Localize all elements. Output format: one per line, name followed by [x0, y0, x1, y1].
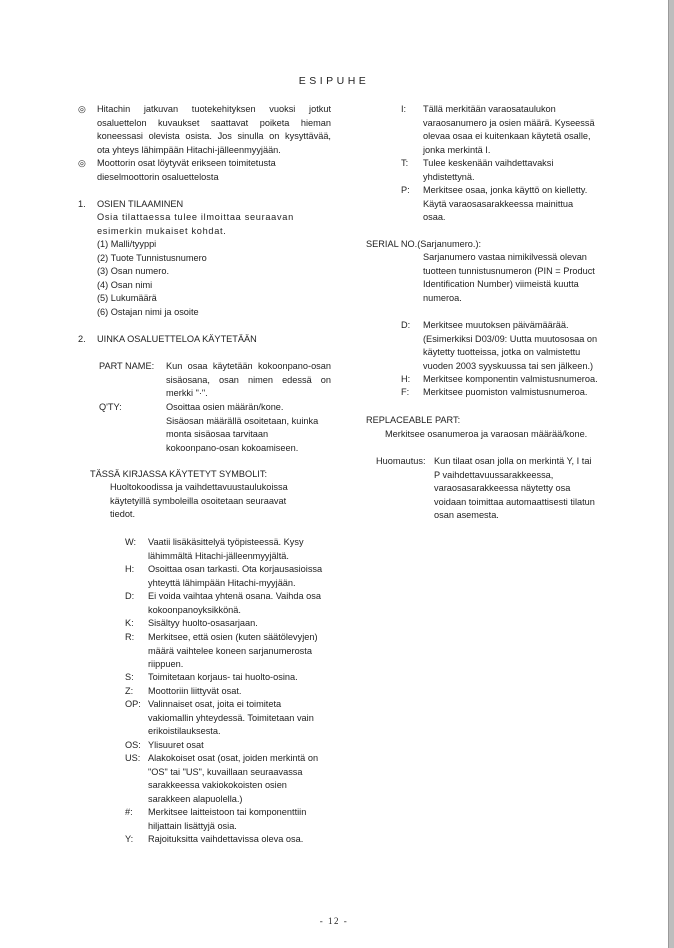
- symbol-description: Toimitetaan korjaus- tai huolto-osina.: [148, 672, 298, 682]
- symbol-description: Tulee keskenään vaihdettavaksi yhdistettynä.: [423, 158, 554, 182]
- note-label: Huomautus:: [376, 456, 426, 466]
- symbol-description: Tällä merkitään varaosataulukon varaosanumero ja osien määrä. Kyseessä olevaa osaa ei kuitenkaan käytetä osalle, jonka merkintä I.: [423, 104, 595, 155]
- list-item: (6) Ostajan nimi ja osoite: [97, 306, 199, 317]
- order-items-list: [97, 238, 207, 319]
- symbol-code: OP:: [125, 699, 141, 709]
- symbol-description: Merkitsee komponentin valmistusnumeroa.: [423, 374, 598, 384]
- symbol-description: Merkitsee laitteistoon tai komponenttiin hiljattain lisättyjä osia.: [148, 807, 307, 831]
- symbol-description: Merkitsee muutoksen päivämäärää. (Esimerkiksi D03/09: Uutta muutososaa on käytetty tuotteissa, jotka on valmistettu vuoden 2003 syyskuussa tai sen jälkeen.): [423, 320, 598, 371]
- replaceable-description: Merkitsee osanumeroa ja varaosan määrää/kone.: [385, 429, 588, 439]
- symbol-description: Valinnaiset osat, joita ei toimiteta vakiomallin yhteydessä. Toimitetaan vain erikoistilauksesta.: [148, 699, 314, 736]
- symbol-description: Vaatii lisäkäsittelyä työpisteessä. Kysy lähimmältä Hitachi-jälleenmyyjältä.: [148, 537, 304, 561]
- symbol-code: I:: [401, 104, 407, 114]
- page-edge-shadow: [669, 0, 674, 948]
- list-item: (2) Tuote Tunnistusnumero: [97, 252, 207, 263]
- note-text: Kun tilaat osan jolla on merkintä Y, I tai P vaihdettavuussarakkeessa, varaosasarakkeessa näytetty osa voidaan toimittaa automaattisesti tilatun osan asemesta.: [434, 456, 595, 520]
- symbol-description: Rajoituksitta vaihdettavissa oleva osa.: [148, 834, 304, 844]
- symbol-code: S:: [125, 672, 134, 682]
- symbol-code: H:: [125, 564, 135, 574]
- section-2-heading: UINKA OSALUETTELOA KÄYTETÄÄN: [97, 334, 257, 344]
- symbol-code: D:: [401, 320, 411, 330]
- list-item: (1) Malli/tyyppi: [97, 239, 157, 249]
- qty-term: Q'TY:: [99, 402, 122, 412]
- symbol-description: Moottoriin liittyvät osat.: [148, 686, 242, 696]
- symbol-code: Y:: [125, 834, 134, 844]
- section-1-intro: Osia tilattaessa tulee ilmoittaa seuraavan esimerkin mukaiset kohdat.: [97, 212, 294, 236]
- page-number: - 12 -: [319, 916, 349, 926]
- part-name-description: Kun osaa käytetään kokoonpano-osan sisäosana, osan nimen edessä on merkki "·".: [166, 361, 331, 398]
- qty-description: Osoittaa osien määrän/kone. Sisäosan määrällä osoitetaan, kuinka monta sisäosaa tarvitaan kokoonpano-osan kokoamiseen.: [166, 402, 319, 453]
- symbol-description: Merkitsee puomiston valmistusnumeroa.: [423, 387, 588, 397]
- section-2-number: 2.: [78, 334, 86, 344]
- serial-description: Sarjanumero vastaa nimikilvessä olevan tuotteen tunnistusnumeron (PIN = Product Identification Number) viimeistä kuutta numeroa.: [423, 252, 595, 303]
- symbol-description: Ylisuuret osat: [148, 740, 204, 750]
- intro-paragraph-1: Hitachin jatkuvan tuotekehityksen vuoksi jotkut osaluettelon kuvaukset saattavat poiketa hieman koneessasi olevista osista. Jos sinulla on kysyttävää, ota yhteys lähimpään Hitachi-jälleenmyyjään.: [97, 104, 331, 155]
- symbol-code: Z:: [125, 686, 134, 696]
- symbol-description: Osoittaa osan tarkasti. Ota korjausasioissa yhteyttä lähimpään Hitachi-myyjään.: [148, 564, 323, 588]
- symbol-description: Merkitsee osaa, jonka käyttö on kielletty. Käytä varaosasarakkeessa mainittua osaa.: [423, 185, 588, 222]
- symbol-code: R:: [125, 632, 135, 642]
- symbols-heading: TÄSSÄ KIRJASSA KÄYTETYT SYMBOLIT:: [90, 469, 267, 479]
- symbols-intro: Huoltokoodissa ja vaihdettavuustaulukoissa käytetyillä symboleilla osoitetaan seuraavat tiedot.: [110, 482, 288, 519]
- intro-paragraph-2: Moottorin osat löytyvät erikseen toimitetusta dieselmoottorin osaluettelosta: [97, 158, 276, 182]
- symbol-code: P:: [401, 185, 410, 195]
- symbol-code: #:: [125, 807, 133, 817]
- symbol-code: US:: [125, 753, 141, 763]
- symbol-description: Ei voida vaihtaa yhtenä osana. Vaihda osa kokoonpanoyksikkönä.: [148, 591, 321, 615]
- bullet-icon: ◎: [78, 158, 87, 168]
- symbol-code: W:: [125, 537, 137, 547]
- replaceable-heading: REPLACEABLE PART:: [366, 415, 461, 425]
- symbol-code: F:: [401, 387, 410, 397]
- symbol-description: Sisältyy huolto-osasarjaan.: [148, 618, 258, 628]
- part-name-term: PART NAME:: [99, 361, 155, 371]
- list-item: (4) Osan nimi: [97, 279, 153, 290]
- section-1-number: 1.: [78, 199, 86, 209]
- symbol-code: K:: [125, 618, 134, 628]
- symbol-code: H:: [401, 374, 411, 384]
- symbol-code: T:: [401, 158, 409, 168]
- symbol-description: Merkitsee, että osien (kuten säätölevyjen) määrä vaihtelee koneen sarjanumerosta riippuen.: [148, 632, 318, 669]
- section-1-heading: OSIEN TILAAMINEN: [97, 199, 184, 209]
- page-title: ESIPUHE: [298, 75, 370, 87]
- serial-heading: SERIAL NO.(Sarjanumero.):: [366, 239, 482, 249]
- list-item: (5) Lukumäärä: [97, 293, 157, 303]
- symbol-code: D:: [125, 591, 135, 601]
- symbol-description: Alakokoiset osat (osat, joiden merkintä on "OS" tai "US", kuvaillaan seuraavassa sarakkeessa vakiokokoisten osien sarakkeen alapuolella.): [148, 753, 319, 804]
- bullet-icon: ◎: [78, 104, 87, 114]
- list-item: (3) Osan numero.: [97, 266, 169, 276]
- symbol-code: OS:: [125, 740, 141, 750]
